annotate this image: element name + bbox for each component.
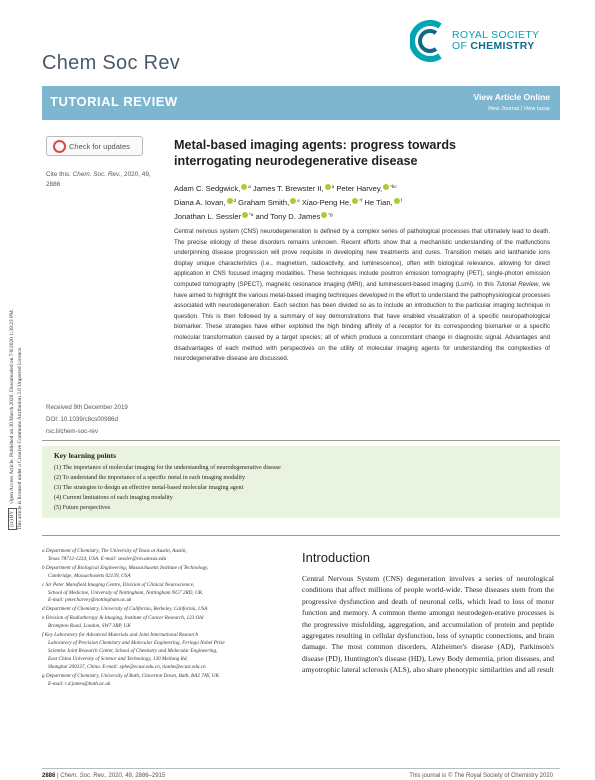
author-affil: *a [249, 212, 254, 217]
list-item: (2) To understand the importance of a specific metal in each imaging modality [54, 475, 246, 481]
author-affil: a [248, 184, 251, 189]
orcid-icon[interactable] [394, 198, 400, 204]
doi-link[interactable]: DOI: 10.1039/c8cs00986d [46, 416, 118, 423]
author-affil: a [331, 184, 335, 189]
list-item: (4) Current limitations of each imaging modality [54, 495, 173, 501]
cite-prefix: Cite this: [46, 171, 71, 178]
check-for-updates-label: Check for updates [69, 142, 130, 151]
affiliation-line: f Key Laboratory for Advanced Materials and Joint International Research [42, 632, 199, 639]
footer-details: , 2020, 49, 2886–2915 [105, 773, 166, 779]
cite-details: , 2020, 49, 2886 [46, 171, 151, 188]
list-item: (3) The strategies to design an effective metal-based molecular imaging agent [54, 485, 244, 491]
article-title-line-1: Metal-based imaging agents: progress towards [174, 138, 457, 152]
affiliation-line: Brompton Road, London, SW7 3RP, UK [48, 623, 131, 630]
license-line-1: Open Access Article. Published on 30 March 2020. Downloaded on 7/8/2020 1:39:23 PM. [9, 308, 15, 504]
affiliation [42, 582, 292, 606]
page-number: 2886 [42, 773, 56, 779]
abstract-part-1: Central nervous system (CNS) neurodegeneration is defined by a complex series of pathological processes that ultimately lead to death. The precise etiology of these disorders remains unknown. Recent efforts show that a mechanistic understanding of the malfunctions underpinning disease progression will prove requisite in developing new treatments and cures. Transition metals and lanthanide ions display unique characteristics (i.e., magnetism, radioactivity, and luminescence), often with biological relevance, allowing for direct application in CNS focused imaging modalities. These techniques include positron emission tomography (PET), single-photon emission computed tomography (SPECT), magnetic resonance imaging (MRI), and luminescent-based imaging (Lumi). In this [174, 228, 550, 288]
introduction-heading: Introduction [302, 550, 370, 565]
affiliation-line: b Department of Biological Engineering, Massachusetts Institute of Technology, [42, 564, 209, 571]
affiliation-line[interactable]: Texas 78712-1224, USA. E-mail: sessler@cm.utexas.edu [48, 555, 167, 562]
key-points-list [54, 463, 544, 513]
section-divider [42, 440, 560, 441]
key-points-heading: Key learning points [54, 451, 117, 460]
author-name[interactable]: Xiao-Peng He, [301, 198, 352, 207]
copyright-notice: This journal is © The Royal Society of Chemistry 2020 [409, 773, 553, 779]
affiliation-line: e Division of Radiotherapy & Imaging, Institute of Cancer Research, 123 Old [42, 615, 204, 622]
author-affil: f [400, 198, 402, 203]
author-list [174, 181, 549, 223]
abstract [174, 227, 550, 365]
rsc-logo-icon [410, 20, 448, 62]
introduction-body: Central Nervous System (CNS) degeneration involves a series of neurological conditions that affect millions of people world-wide. These diseases stem from the progressive dysfunction and death of neuronal cells, which lead to loss of motor function and memory. A common theme amongst neurodegen-erative processes is the progressive misfolding, aggregation, and accumulation of protein and peptide aggregates resulting in cellular dysfunction, loss of synaptic connections, and brain damage. The most common disorders, Alzheimer's disease (AD), Parkinson's disease (PD), Huntington's disease (HD), Lewy Body dementia, prion diseases, and amyotrophic lateral sclerosis (ALS), also share phenotypic similarities and all result [302, 574, 554, 675]
cite-journal: Chem. Soc. Rev. [72, 171, 121, 178]
affiliation-line: Scientist Joint Research Center, School of Chemistry and Molecular Engineering, [48, 647, 218, 654]
affiliation-line: Cambridge, Massachusetts 02139, USA [48, 572, 131, 579]
affiliation-line: Laboratory of Precision Chemistry and Molecular Engineering, Feringa Nobel Prize [48, 639, 225, 646]
author-name[interactable]: Diana A. Iovan, [174, 198, 226, 207]
received-date: Received 9th December 2019 [46, 404, 128, 411]
orcid-icon[interactable] [325, 184, 331, 190]
license-line-2[interactable]: This article is licensed under a Creative Commons Attribution 3.0 Unported Licence. [17, 346, 24, 530]
rsc-line-3: CHEMISTRY [470, 40, 535, 52]
rsc-wordmark [452, 30, 539, 52]
author-name[interactable]: Peter Harvey, [336, 184, 383, 193]
article-title [174, 137, 549, 169]
article-type-banner [42, 86, 560, 120]
affiliations [42, 548, 292, 689]
affiliation [42, 565, 292, 581]
affiliation-line: c Sir Peter Mansfield Imaging Centre, Division of Clinical Neuroscience, [42, 581, 195, 588]
affiliation [42, 606, 292, 614]
affiliation-line: a Department of Chemistry, The University of Texas at Austin, Austin, [42, 548, 187, 554]
affiliation [42, 673, 292, 689]
affiliation-line: g Department of Chemistry, University of Bath, Claverton Down, Bath, BA2 7AY, UK. [42, 672, 221, 679]
check-for-updates-button[interactable] [46, 136, 143, 156]
author-name[interactable]: He Tian, [364, 198, 393, 207]
view-journal-issue-link[interactable]: View Journal | View Issue [487, 106, 550, 112]
cc-license-icon: (cc) BY [8, 508, 17, 530]
footer-divider [42, 768, 560, 769]
affiliation-line[interactable]: E-mail: t.d.james@bath.ac.uk [48, 680, 111, 687]
section-divider [42, 535, 560, 536]
affiliation-line: East China University of Science and Technology, 130 Meilong Rd, [48, 655, 188, 662]
list-item: (1) The importance of molecular imaging for the understanding of neurodegenerative disease [54, 465, 281, 471]
list-item: (5) Future perspectives [54, 505, 111, 511]
affiliation [42, 632, 292, 672]
author-name[interactable]: Graham Smith, [238, 198, 290, 207]
article-type-label: TUTORIAL REVIEW [50, 94, 178, 109]
orcid-icon[interactable] [242, 212, 248, 218]
affiliation-line[interactable]: E-mail: peter.harvey@nottingham.ac.uk [48, 597, 132, 604]
citation-info [46, 170, 156, 189]
article-meta [46, 402, 166, 438]
author-name[interactable]: Adam C. Sedgwick, [174, 184, 241, 193]
orcid-icon[interactable] [321, 212, 327, 218]
rsc-line-1: ROYAL SOCIETY [452, 29, 540, 41]
rsc-logo [410, 20, 560, 64]
orcid-icon[interactable] [227, 198, 233, 204]
footer-separator: | [57, 773, 59, 779]
affiliation-line: School of Medicine, University of Nottingham, Nottingham NG7 2RD, UK. [48, 589, 204, 596]
orcid-icon[interactable] [241, 184, 247, 190]
author-affil: d [233, 198, 237, 203]
journal-title: Chem Soc Rev [42, 52, 181, 74]
article-title-line-2: interrogating neurodegenerative disease [174, 154, 418, 168]
refresh-icon [53, 140, 66, 153]
journal-url-link[interactable]: rsc.li/chem-soc-rev [46, 428, 98, 435]
abstract-part-2: , we have aimed to highlight the various metal-based imaging techniques developed in the effort to understand the pathophysiological processes associated with neurodegeneration. Each section has been divided so as to include an introduction to the particular imaging technique in question. This is then followed by a summary of key demonstrations that have enabled visualization of a specific neuropathological biomarker. These strategies have either exploited the high binding affinity of a receptor for its corresponding biomarker or a specific molecular transformation caused by a target species; all of which produce a concomitant change in diagnostic signal. Advantages and disadvantages of each method with perspectives on the utility of molecular imaging agents for understanding the complexities of neurodegenerative disease are discussed. [174, 280, 550, 363]
affiliation-line: d Department of Chemistry, University of California, Berkeley, California, USA [42, 606, 208, 613]
affiliation-line[interactable]: Shanghai 200237, China. E-mail: xphe@ecust.edu.cn, tianhe@ecust.edu.cn [48, 663, 206, 670]
author-affil: *g [328, 212, 333, 217]
footer-citation [42, 773, 165, 779]
view-article-online-link[interactable]: View Article Online [473, 92, 550, 102]
orcid-icon[interactable] [352, 198, 358, 204]
abstract-italic: Tutorial Review [496, 280, 539, 288]
author-affil: *bc [390, 184, 397, 189]
orcid-icon[interactable] [383, 184, 389, 190]
author-affil: e [297, 198, 300, 203]
orcid-icon[interactable] [290, 198, 296, 204]
affiliation [42, 548, 292, 564]
open-access-strip [8, 150, 30, 530]
rsc-line-2: OF [452, 40, 468, 52]
author-affil: *f [359, 198, 363, 203]
author-name[interactable]: Jonathan L. Sessler [174, 212, 242, 221]
author-name[interactable]: and Tony D. James [255, 212, 321, 221]
key-learning-points-box [42, 446, 560, 518]
author-name[interactable]: James T. Brewster II, [252, 184, 324, 193]
affiliation [42, 615, 292, 631]
license-notice [8, 150, 24, 530]
footer-journal: Chem. Soc. Rev. [60, 773, 106, 779]
